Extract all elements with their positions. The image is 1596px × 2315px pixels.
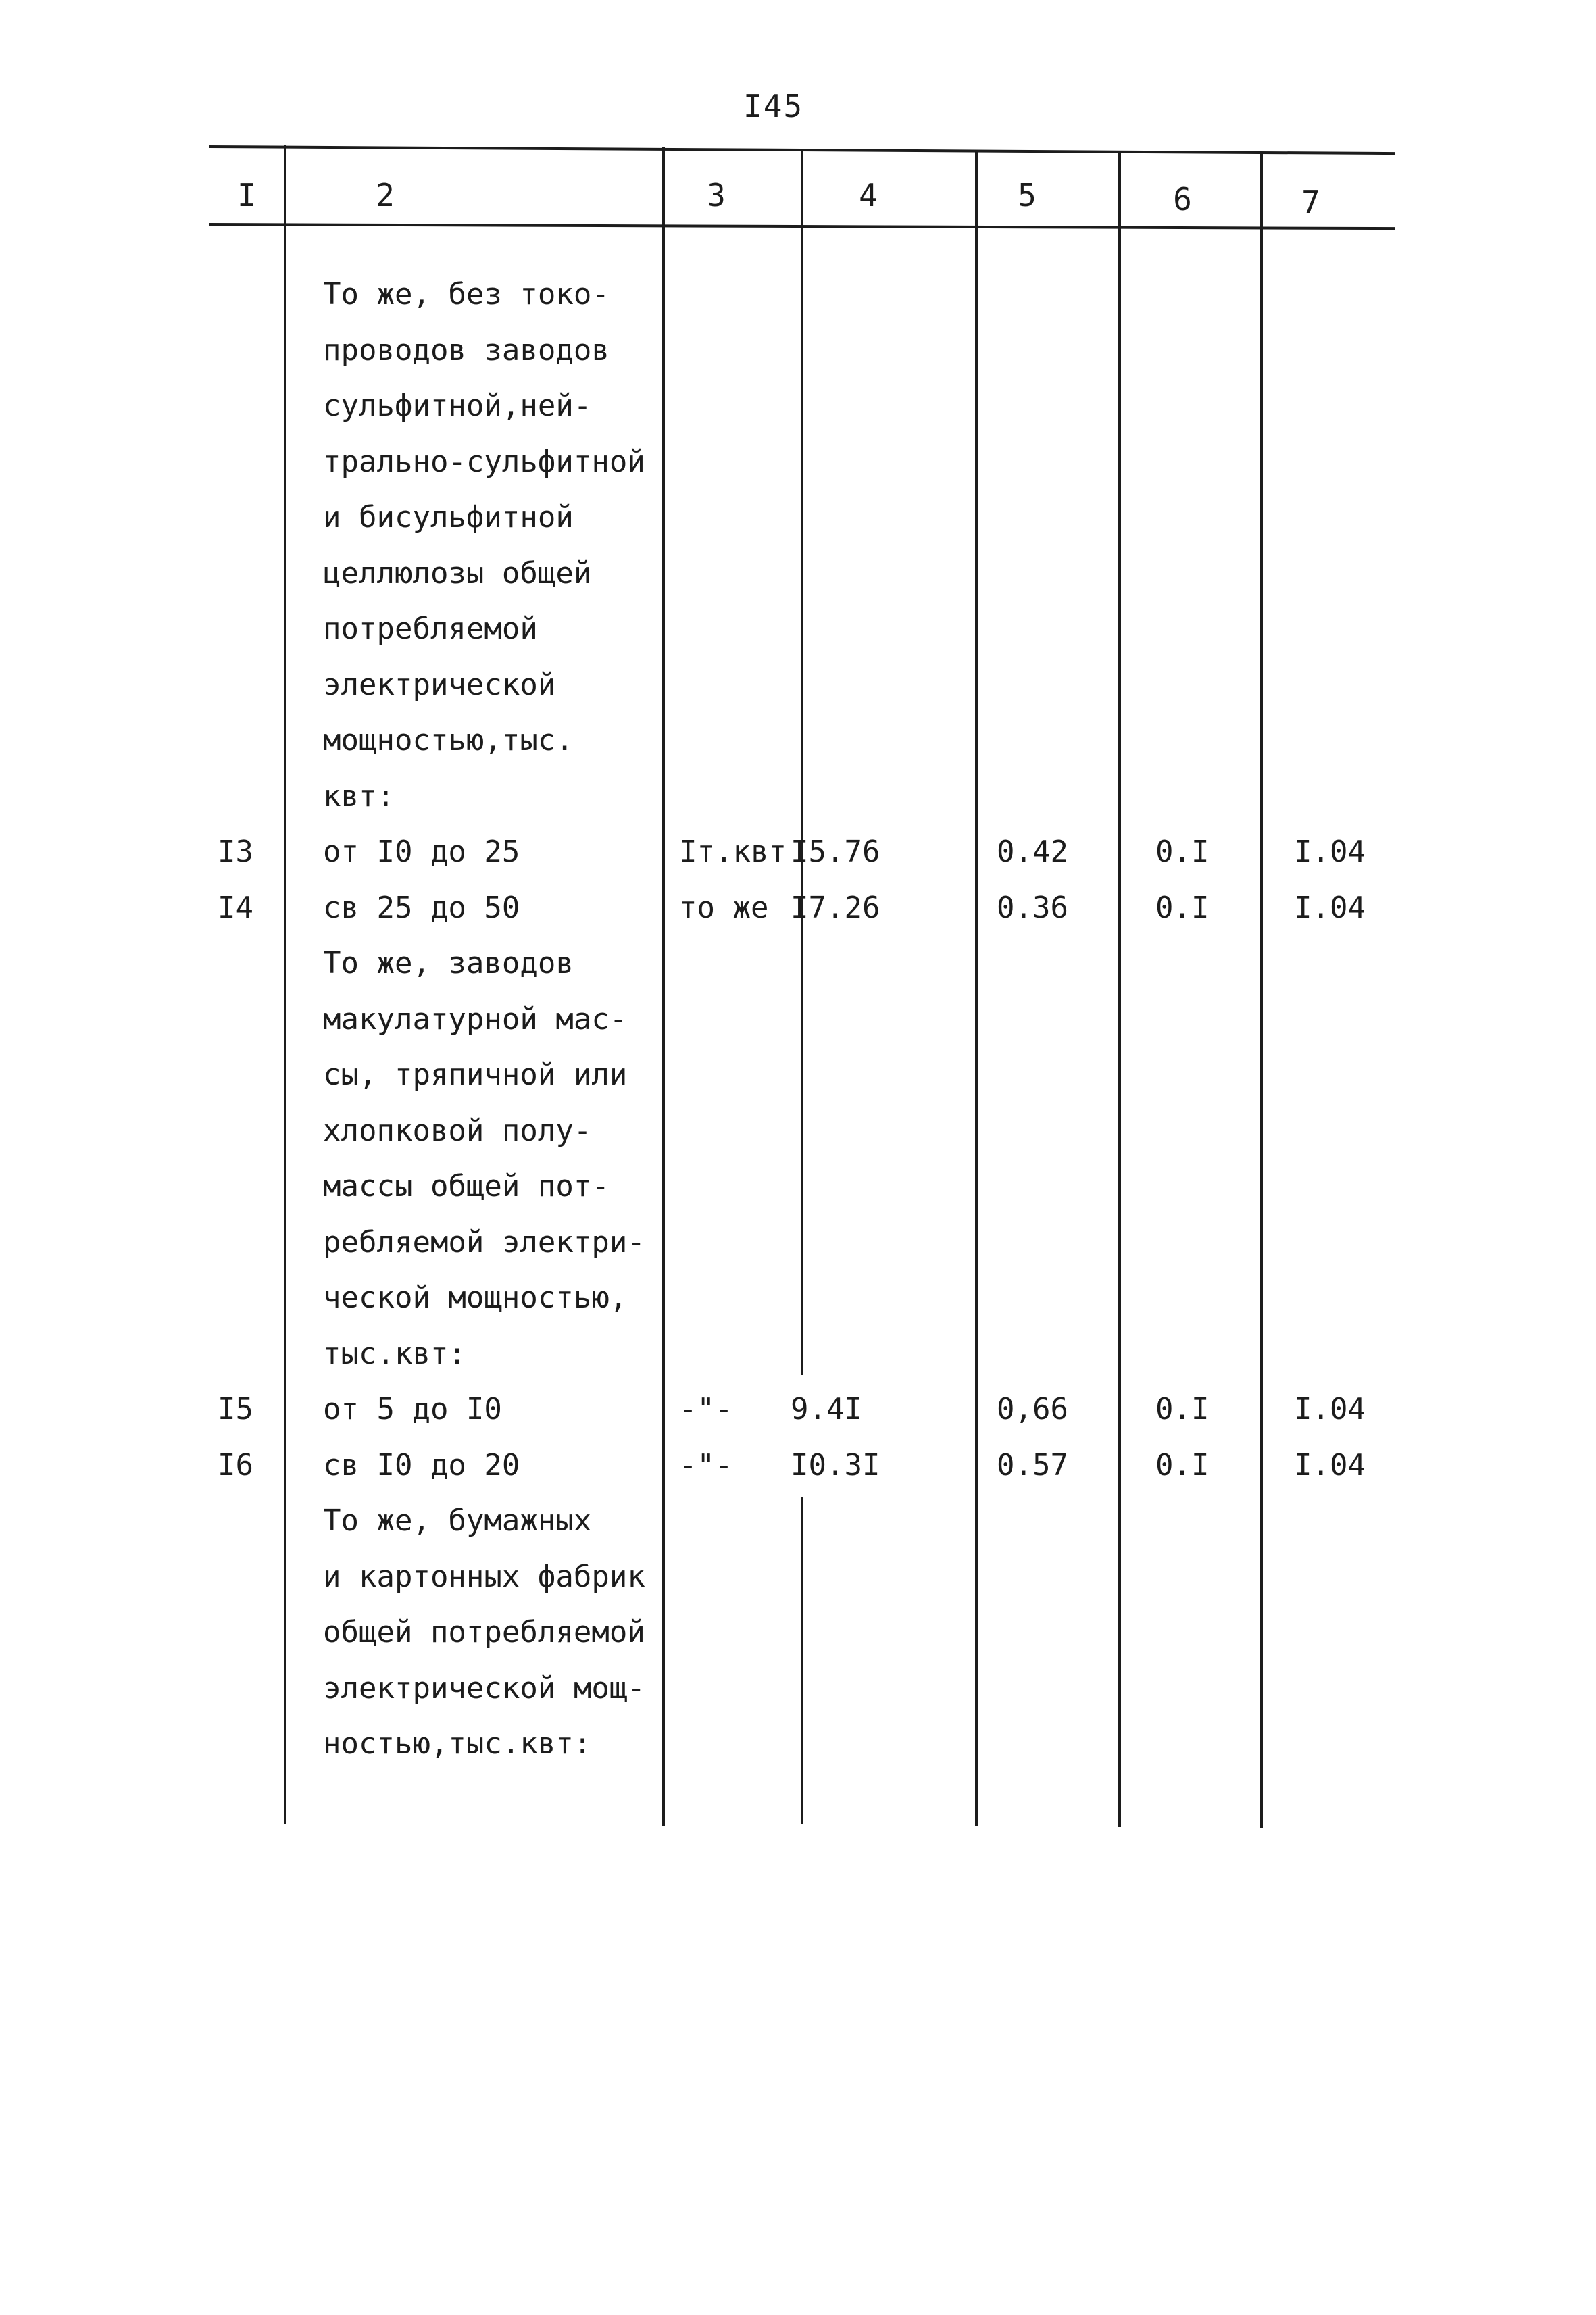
table-cell-c1: I3 bbox=[218, 835, 253, 869]
table-cell-c2: ностью,тыс.квт: bbox=[323, 1726, 592, 1761]
table-cell-c2: электрической bbox=[323, 667, 556, 702]
table-cell-c2: То же, бумажных bbox=[323, 1503, 592, 1538]
table-cell-c7: I.04 bbox=[1294, 1447, 1366, 1483]
table-cell-c2: св I0 до 20 bbox=[323, 1447, 520, 1483]
table-row bbox=[0, 713, 1596, 768]
header-col-7: 7 bbox=[1301, 184, 1320, 220]
table-cell-c6: 0.I bbox=[1155, 1392, 1210, 1426]
table-cell-c4: I0.3I bbox=[791, 1447, 880, 1483]
table-cell-c2: целлюлозы общей bbox=[323, 555, 592, 591]
table-cell-c2: тыс.квт: bbox=[323, 1336, 466, 1371]
table-row bbox=[0, 769, 1596, 824]
table-cell-c3: -"- bbox=[679, 1447, 733, 1483]
table-cell-c5: 0,66 bbox=[997, 1392, 1068, 1426]
table-cell-c7: I.04 bbox=[1294, 835, 1366, 869]
table-cell-c6: 0.I bbox=[1155, 835, 1210, 869]
header-col-2: 2 bbox=[376, 177, 395, 214]
table-cell-c1: I4 bbox=[218, 890, 253, 925]
table-row bbox=[0, 992, 1596, 1047]
table-cell-c2: мощностью,тыс. bbox=[323, 723, 574, 757]
table-cell-c3: то же bbox=[679, 890, 769, 925]
table-row bbox=[0, 824, 1596, 880]
table-row bbox=[0, 880, 1596, 936]
table-row bbox=[0, 1716, 1596, 1772]
table-cell-c2: электрической мощ- bbox=[323, 1670, 645, 1706]
table-cell-c2: квт: bbox=[323, 778, 395, 814]
table-cell-c5: 0.36 bbox=[997, 890, 1068, 925]
header-col-6: 6 bbox=[1173, 181, 1192, 218]
header-col-1: I bbox=[237, 177, 256, 214]
table-cell-c2: св 25 до 50 bbox=[323, 890, 520, 925]
header-col-3: 3 bbox=[707, 177, 726, 214]
table-cell-c5: 0.42 bbox=[997, 835, 1068, 869]
table-row bbox=[0, 1549, 1596, 1605]
table-row bbox=[0, 601, 1596, 657]
table-row bbox=[0, 546, 1596, 601]
table-cell-c6: 0.I bbox=[1155, 890, 1210, 925]
table-cell-c5: 0.57 bbox=[997, 1447, 1068, 1483]
table-cell-c7: I.04 bbox=[1294, 1392, 1366, 1426]
table-row bbox=[0, 936, 1596, 991]
table-cell-c2: макулатурной мас- bbox=[323, 1001, 628, 1037]
table-cell-c2: сы, тряпичной или bbox=[323, 1057, 628, 1092]
table-row bbox=[0, 1661, 1596, 1716]
table-cell-c2: трально-сульфитной bbox=[323, 444, 645, 479]
table-cell-c2: общей потребляемой bbox=[323, 1615, 645, 1649]
table-cell-c2: То же, без токо- bbox=[323, 277, 609, 312]
table-row bbox=[0, 1438, 1596, 1493]
table-row bbox=[0, 490, 1596, 545]
table-cell-c2: от 5 до I0 bbox=[323, 1392, 502, 1426]
table-cell-c6: 0.I bbox=[1155, 1447, 1210, 1483]
table-row bbox=[0, 657, 1596, 713]
table-row bbox=[0, 267, 1596, 322]
table-cell-c1: I5 bbox=[218, 1392, 253, 1426]
table-row bbox=[0, 1382, 1596, 1437]
table-cell-c2: и бисульфитной bbox=[323, 500, 574, 534]
table-cell-c2: хлопковой полу- bbox=[323, 1113, 592, 1148]
table-cell-c2: То же, заводов bbox=[323, 946, 574, 980]
table-row bbox=[0, 1605, 1596, 1660]
page-number: I45 bbox=[743, 88, 804, 124]
table-cell-c2: и картонных фабрик bbox=[323, 1559, 645, 1594]
table-row bbox=[0, 1270, 1596, 1326]
table-cell-c2: проводов заводов bbox=[323, 332, 609, 368]
table-cell-c7: I.04 bbox=[1294, 890, 1366, 925]
table-cell-c2: сульфитной,ней- bbox=[323, 389, 592, 423]
table-row bbox=[0, 1103, 1596, 1159]
table-cell-c4: 9.4I bbox=[791, 1392, 862, 1426]
table-cell-c2: ребляемой электри- bbox=[323, 1224, 645, 1260]
table-row bbox=[0, 1493, 1596, 1549]
header-col-5: 5 bbox=[1018, 177, 1037, 214]
table-row bbox=[0, 434, 1596, 490]
table-row bbox=[0, 1326, 1596, 1382]
table-cell-c3: -"- bbox=[679, 1392, 733, 1426]
table-cell-c4: I5.76 bbox=[791, 835, 880, 869]
table-row bbox=[0, 1159, 1596, 1214]
table-cell-c2: массы общей пот- bbox=[323, 1169, 609, 1203]
table-cell-c1: I6 bbox=[218, 1447, 253, 1483]
table-row bbox=[0, 323, 1596, 378]
table-cell-c3: Iт.квт bbox=[679, 835, 787, 869]
table-cell-c4: I7.26 bbox=[791, 890, 880, 925]
table-cell-c2: потребляемой bbox=[323, 612, 538, 646]
table-cell-c2: от I0 до 25 bbox=[323, 835, 520, 869]
table-cell-c2: ческой мощностью, bbox=[323, 1280, 628, 1315]
table-row bbox=[0, 378, 1596, 434]
table-row bbox=[0, 1215, 1596, 1270]
header-col-4: 4 bbox=[859, 177, 878, 214]
table-row bbox=[0, 1047, 1596, 1103]
